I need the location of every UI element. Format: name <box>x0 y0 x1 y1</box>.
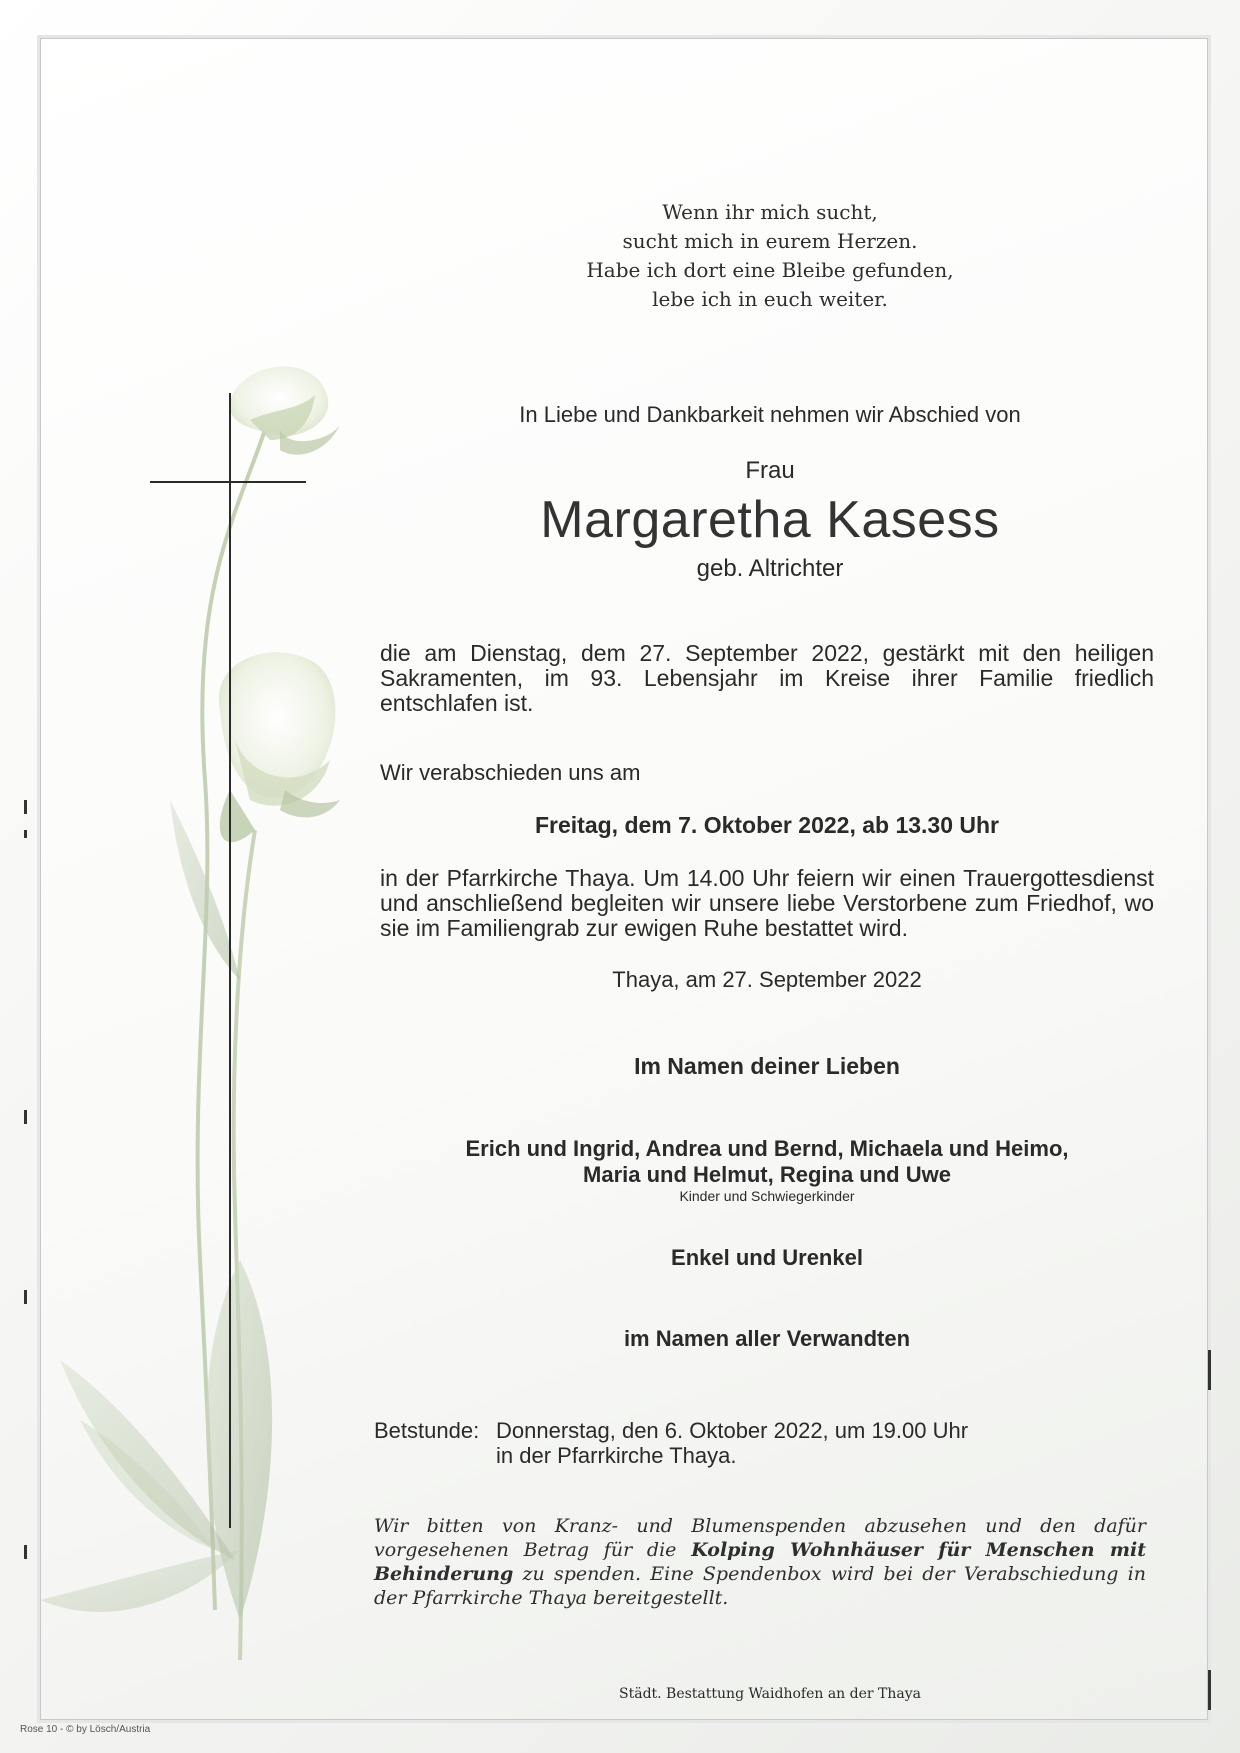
rose-illustration <box>40 360 370 1720</box>
family-note: Kinder und Schwiegerkinder <box>679 1188 855 1204</box>
poem-line: sucht mich in eurem Herzen. <box>622 229 918 253</box>
donation-request <box>374 1514 1146 1610</box>
cross-horizontal <box>150 481 306 483</box>
farewell-intro: Wir verabschieden uns am <box>380 760 641 785</box>
poem-line: lebe ich in euch weiter. <box>652 287 888 311</box>
deceased-title: Frau <box>745 457 795 484</box>
prayer-line: Donnerstag, den 6. Oktober 2022, um 19.00 Uhr <box>496 1418 969 1443</box>
place-date: Thaya, am 27. September 2022 <box>612 967 922 992</box>
scan-mark <box>24 1290 27 1304</box>
scan-mark <box>24 1110 27 1124</box>
farewell-details: in der Pfarrkirche Thaya. Um 14.00 Uhr feiern wir einen Trauergottesdienst und anschließend begleiten wir unsere liebe Verstorbene zum Friedhof, wo sie im Familiengrab zur ewigen Ruhe bestattet wird. <box>380 865 1154 941</box>
donation-recipient: Kolping Wohnhäuser für Menschen mit Behinderung <box>374 1539 1146 1585</box>
prayer-label: Betstunde: <box>374 1418 480 1443</box>
deceased-name: Margaretha Kasess <box>540 491 1000 549</box>
birth-name: geb. Altrichter <box>696 555 844 582</box>
scan-mark <box>24 800 27 814</box>
grandchildren: Enkel und Urenkel <box>671 1245 863 1270</box>
poem <box>520 198 1020 314</box>
scan-mark <box>24 1545 27 1559</box>
scan-mark <box>24 830 27 838</box>
undertaker: Städt. Bestattung Waidhofen an der Thaya <box>619 1686 921 1702</box>
donation-text: zu spenden. Eine Spendenbox wird bei der Verabschiedung in der Pfarrkirche Thaya bereitgestellt. <box>374 1563 1146 1609</box>
poem-line: Wenn ihr mich sucht, <box>662 200 878 224</box>
scan-mark <box>1208 1670 1211 1710</box>
copyright: Rose 10 - © by Lösch/Austria <box>20 1724 151 1735</box>
poem-line: Habe ich dort eine Bleibe gefunden, <box>586 258 954 282</box>
family-line: Erich und Ingrid, Andrea und Bernd, Michaela und Heimo, <box>465 1136 1069 1161</box>
intro-text: In Liebe und Dankbarkeit nehmen wir Abschied von <box>519 402 1021 427</box>
cross-vertical <box>229 393 231 1528</box>
family-names <box>380 1136 1154 1188</box>
family-line: Maria und Helmut, Regina und Uwe <box>583 1162 951 1187</box>
farewell-date: Freitag, dem 7. Oktober 2022, ab 13.30 Uhr <box>534 812 1000 838</box>
donation-text: Wir bitten von Kranz- und Blumenspenden abzusehen und den dafür vorgesehenen Betrag für die <box>374 1515 1146 1561</box>
death-text: die am Dienstag, dem 27. September 2022, gestärkt mit den heiligen Sakramenten, im 93. Lebensjahr im Kreise ihrer Familie friedlich entschlafen ist. <box>380 640 1154 716</box>
prayer-details <box>496 1418 968 1468</box>
prayer-line: in der Pfarrkirche Thaya. <box>496 1443 737 1468</box>
scan-mark <box>1208 1350 1211 1390</box>
relatives: im Namen aller Verwandten <box>623 1326 911 1351</box>
mourners-heading: Im Namen deiner Lieben <box>634 1053 900 1079</box>
